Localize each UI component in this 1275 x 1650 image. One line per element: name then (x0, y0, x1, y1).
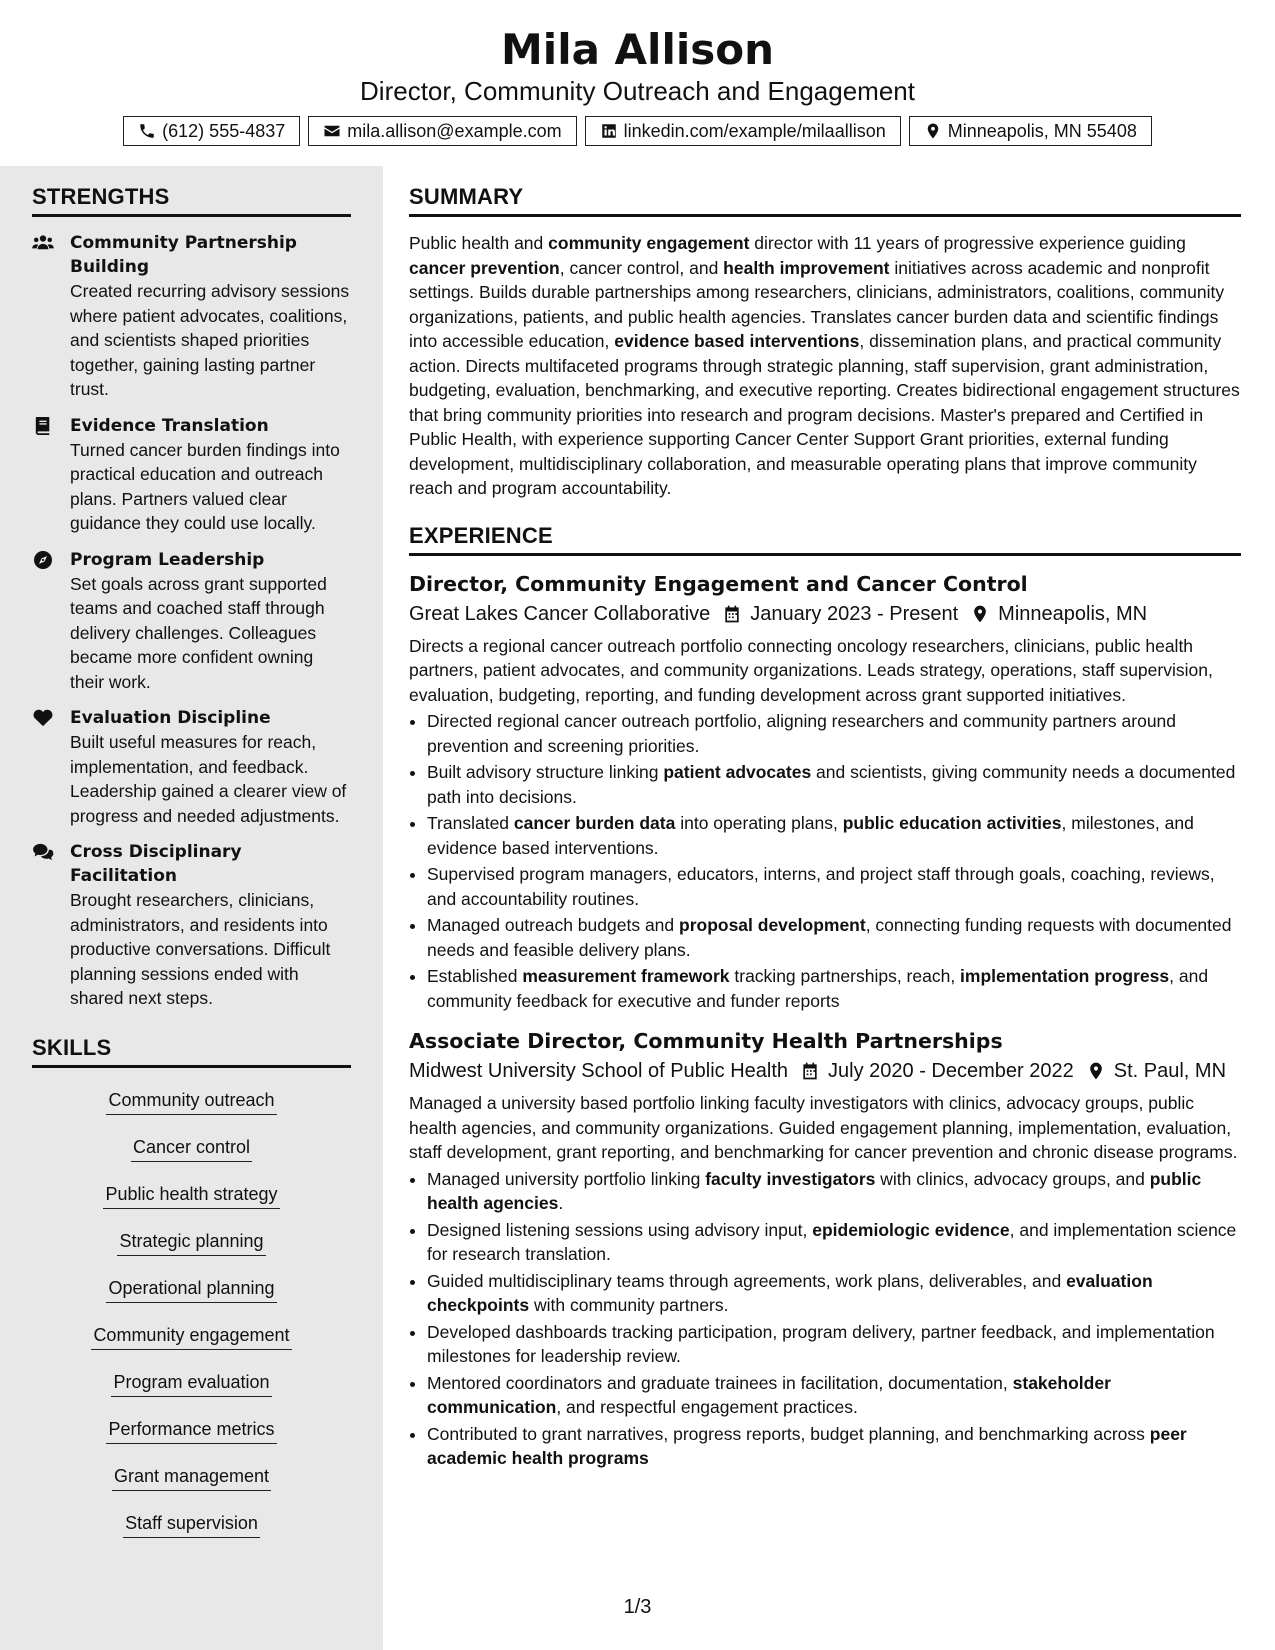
skill-tag: Community outreach (106, 1088, 276, 1115)
job-bullet: • Mentored coordinators and graduate trainees in facilitation, documentation, stakeholder communication, and respectful engagement practices. (427, 1371, 1241, 1420)
strength-title: Evidence Translation (70, 415, 269, 436)
emphasis-text: cancer prevention (409, 257, 560, 278)
skills-list (0, 1082, 383, 1552)
resume-header (0, 0, 1275, 166)
book-icon (32, 417, 54, 435)
summary-heading: SUMMARY (409, 184, 1241, 217)
strength-title: Community Partnership Building (70, 233, 297, 277)
contact-phone[interactable] (123, 116, 300, 146)
compass-icon (32, 551, 54, 569)
strength-desc: Brought researchers, clinicians, administrators, and residents into productive conversations. Difficult planning sessions ended with shared next steps. (70, 890, 331, 1008)
emphasis-text: implementation progress (960, 966, 1170, 986)
job-bullet: • Supervised program managers, educators, interns, and project staff through goals, coaching, reviews, and accountability routines. (427, 862, 1241, 911)
job-meta (409, 1057, 1241, 1085)
strength-item (0, 231, 383, 402)
contact-bar (0, 116, 1275, 146)
experience-heading: EXPERIENCE (409, 523, 1241, 556)
job-bullet: • Established measurement framework tracking partnerships, reach, implementation progress, and community feedback for executive and funder reports (427, 964, 1241, 1013)
contact-location[interactable] (909, 116, 1152, 146)
skill-tag: Cancer control (131, 1135, 252, 1162)
emphasis-text: stakeholder communication (427, 1372, 1111, 1417)
contact-email[interactable] (308, 116, 576, 146)
job-bullet: • Developed dashboards tracking participation, program delivery, partner feedback, and implementation milestones for leadership review. (427, 1320, 1241, 1369)
job-entry (409, 570, 1241, 1014)
heart-icon (32, 709, 54, 727)
job-org: Great Lakes Cancer Collaborative (409, 602, 711, 625)
skills-heading: SKILLS (32, 1035, 351, 1068)
contact-phone-text: (612) 555-4837 (162, 120, 286, 141)
emphasis-text: health improvement (723, 257, 890, 278)
emphasis-text: evaluation checkpoints (427, 1270, 1153, 1315)
emphasis-text: proposal development (679, 915, 866, 935)
phone-icon (138, 122, 156, 140)
comments-icon (32, 843, 54, 861)
job-title: Associate Director, Community Health Partnerships (409, 1029, 1003, 1053)
job-dates: January 2023 - Present (750, 602, 959, 625)
contact-linkedin[interactable] (585, 116, 901, 146)
summary-text: Public health and community engagement director with 11 years of progressive experience guiding cancer prevention, cancer control, and health improvement initiatives across academic and nonprofit settings. Builds durable partnerships among researchers, clinicians, administrators, coalitions, community organizations, patients, and public health agencies. Translates cancer burden data and scientific findings into accessible education, evidence based interventions, dissemination plans, and practical community action. Directs multifaceted programs through strategic planning, staff supervision, grant administration, budgeting, evaluation, benchmarking, and executive reporting. Creates bidirectional engagement structures that bring community priorities into research and program decisions. Master's prepared and Certified in Public Health, with experience supporting Cancer Center Support Grant priorities, external funding development, multidisciplinary collaboration, and measurable operating plans that improve community reach and program accountability. (409, 233, 1240, 498)
job-dates: July 2020 - December 2022 (828, 1060, 1074, 1082)
job-org: Midwest University School of Public Health (409, 1060, 789, 1082)
job-location: Minneapolis, MN (998, 602, 1148, 625)
page-number: 1/3 (623, 1596, 652, 1618)
strength-desc: Turned cancer burden findings into practical education and outreach plans. Partners valued clear guidance they could use locally. (70, 439, 340, 533)
emphasis-text: cancer burden data (513, 813, 676, 833)
emphasis-text: community engagement (548, 233, 750, 253)
linkedin-icon (600, 122, 618, 140)
emphasis-text: faculty investigators (705, 1168, 876, 1189)
emphasis-text: patient advocates (663, 762, 812, 782)
strength-item (0, 840, 383, 1011)
job-bullets (409, 1167, 1241, 1471)
skill-tag: Strategic planning (117, 1229, 265, 1256)
map-pin-icon (924, 122, 942, 140)
contact-location-text: Minneapolis, MN 55408 (947, 120, 1137, 141)
skill-tag: Grant management (112, 1464, 271, 1491)
skill-tag: Operational planning (106, 1276, 276, 1303)
job-bullet: • Built advisory structure linking patient advocates and scientists, giving community needs a documented path into decisions. (427, 760, 1241, 809)
strength-title: Cross Disciplinary Facilitation (70, 842, 242, 886)
strength-desc: Built useful measures for reach, implementation, and feedback. Leadership gained a clearer view of progress and needed adjustments. (70, 732, 347, 826)
job-bullet: • Designed listening sessions using advisory input, epidemiologic evidence, and implementation science for research translation. (427, 1218, 1241, 1267)
job-description: Directs a regional cancer outreach portfolio connecting oncology researchers, clinicians, public health partners, patient advocates, and community organizations. Leads strategy, operations, staff supervision, evaluation, budgeting, reporting, and funding development across grant supported initiatives. (409, 635, 1213, 705)
job-bullet: • Contributed to grant narratives, progress reports, budget planning, and benchmarking across peer academic health programs (427, 1422, 1241, 1471)
calendar-icon (722, 604, 742, 624)
job-entry (409, 1027, 1241, 1471)
job-bullet: • Guided multidisciplinary teams through agreements, work plans, deliverables, and evaluation checkpoints with community partners. (427, 1269, 1241, 1318)
skill-tag: Staff supervision (123, 1511, 260, 1538)
envelope-icon (323, 122, 341, 140)
map-pin-icon (1086, 1061, 1106, 1081)
candidate-name: Mila Allison (501, 25, 774, 74)
emphasis-text: epidemiologic evidence (812, 1219, 1010, 1240)
strength-item (0, 548, 383, 695)
strength-title: Program Leadership (70, 549, 265, 570)
job-bullets (409, 709, 1241, 1013)
skill-tag: Program evaluation (111, 1370, 271, 1397)
contact-linkedin-text: linkedin.com/example/milaallison (623, 120, 886, 141)
strengths-heading: STRENGTHS (32, 184, 351, 217)
candidate-title: Director, Community Outreach and Engagement (360, 76, 915, 106)
skill-tag: Public health strategy (103, 1182, 279, 1209)
job-bullet: • Translated cancer burden data into operating plans, public education activities, milestones, and evidence based interventions. (427, 811, 1241, 860)
emphasis-text: measurement framework (522, 966, 730, 986)
strength-title: Evaluation Discipline (70, 708, 271, 728)
emphasis-text: peer academic health programs (427, 1423, 1187, 1468)
strength-item (0, 706, 383, 828)
job-meta (409, 600, 1241, 628)
emphasis-text: public health agencies (427, 1168, 1202, 1213)
sidebar (0, 166, 383, 1650)
strength-desc: Set goals across grant supported teams and coached staff through delivery challenges. Colleagues became more confident owning their work. (70, 573, 327, 692)
strength-item (0, 414, 383, 536)
emphasis-text: public education activities (842, 813, 1062, 833)
job-bullet: • Managed outreach budgets and proposal development, connecting funding requests with documented needs and feasible delivery plans. (427, 913, 1241, 962)
skill-tag: Community engagement (91, 1323, 291, 1350)
job-bullet: • Directed regional cancer outreach portfolio, aligning researchers and community partners around prevention and screening priorities. (427, 709, 1241, 758)
main-content (409, 166, 1241, 1473)
job-description: Managed a university based portfolio linking faculty investigators with clinics, advocacy groups, public health agencies, and community organizations. Guided engagement planning, implementation, evaluation, staff development, grant reporting, and benchmarking for cancer prevention and chronic disease programs. (409, 1093, 1238, 1162)
calendar-icon (800, 1061, 820, 1081)
map-pin-icon (970, 604, 990, 624)
strength-desc: Created recurring advisory sessions where patient advocates, coalitions, and scientists shaped priorities together, gaining lasting partner trust. (70, 281, 350, 399)
users-icon (32, 234, 54, 252)
emphasis-text: evidence based interventions (614, 331, 860, 351)
skill-tag: Performance metrics (106, 1417, 276, 1444)
job-location: St. Paul, MN (1113, 1060, 1227, 1082)
contact-email-text: mila.allison@example.com (347, 120, 562, 141)
job-title: Director, Community Engagement and Cancer Control (409, 571, 1028, 596)
job-bullet: • Managed university portfolio linking faculty investigators with clinics, advocacy groups, and public health agencies. (427, 1167, 1241, 1216)
